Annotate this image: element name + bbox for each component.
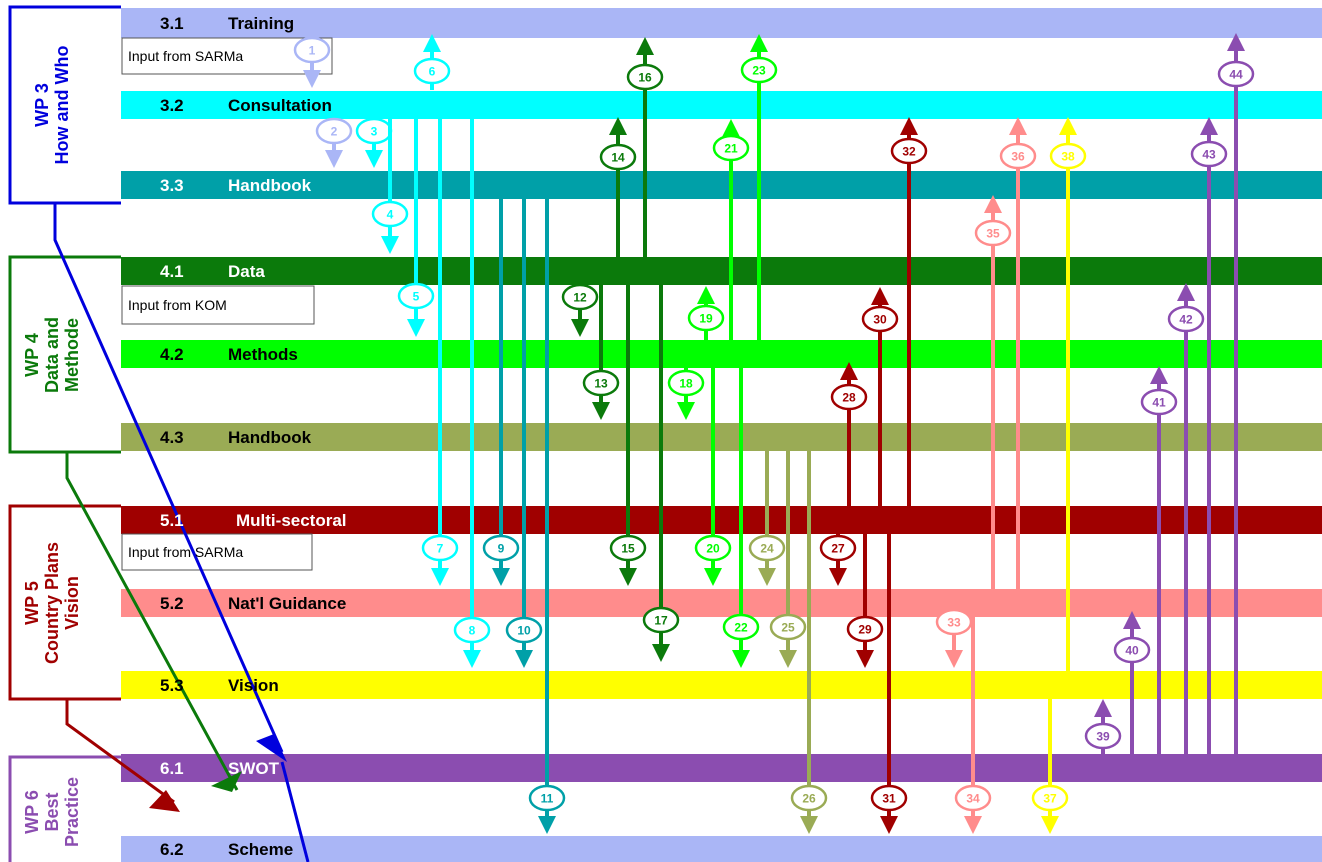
flow-arrow-head: [463, 650, 481, 668]
flow-arrow-number: 10: [517, 623, 531, 638]
task-number: 5.1: [160, 511, 184, 530]
flow-arrow-number: 23: [752, 63, 766, 78]
task-title: Vision: [228, 676, 279, 695]
flow-arrow-number: 24: [760, 541, 774, 556]
flow-arrow-number: 15: [621, 541, 635, 556]
workpackage-label-line: Practice: [62, 776, 82, 848]
task-bar-data: [121, 257, 1322, 285]
workpackage-label-line: WP 6: [22, 790, 42, 834]
flow-arrow-18: [669, 368, 703, 420]
flow-arrow-head: [1009, 117, 1027, 135]
flow-arrow-30: [863, 287, 897, 506]
flow-arrow-head: [619, 568, 637, 586]
workpackage-link-arrowhead: [149, 790, 180, 812]
flow-arrow-number: 8: [468, 623, 476, 638]
task-title: Nat'l Guidance: [228, 594, 347, 613]
flow-arrow-head: [1150, 366, 1168, 384]
flow-arrow-number: 30: [873, 312, 887, 327]
task-title: Handbook: [228, 176, 312, 195]
flow-arrow-number: 29: [858, 622, 872, 637]
flow-arrow-head: [652, 644, 670, 662]
task-number: 4.3: [160, 428, 184, 447]
flow-arrow-16: [628, 37, 662, 257]
flow-arrow-number: 34: [966, 791, 980, 806]
flow-arrow-number: 13: [594, 376, 608, 391]
task-title: Methods: [228, 345, 298, 364]
flow-arrow-number: 3: [370, 124, 378, 139]
flow-arrow-number: 14: [611, 150, 625, 165]
flow-arrow-number: 11: [540, 791, 554, 806]
flow-arrow-head: [732, 650, 750, 668]
flow-arrow-6: [415, 34, 449, 90]
flow-arrow-head: [325, 150, 343, 168]
flow-arrow-head: [704, 568, 722, 586]
flow-arrow-number: 35: [986, 226, 1000, 241]
flow-arrow-head: [1177, 283, 1195, 301]
flow-arrow-head: [856, 650, 874, 668]
flow-arrow-number: 12: [573, 290, 587, 305]
flow-arrow-head: [538, 816, 556, 834]
flow-arrow-head: [758, 568, 776, 586]
flow-arrow-number: 36: [1011, 149, 1025, 164]
flow-arrow-head: [636, 37, 654, 55]
flow-arrow-number: 20: [706, 541, 720, 556]
flow-arrow-number: 42: [1179, 312, 1193, 327]
workpackage-label-wp4: [22, 317, 82, 393]
workpackage-label-line: Best: [42, 792, 62, 832]
flow-arrow-head: [515, 650, 533, 668]
workpackage-link-line: [67, 699, 174, 802]
flow-arrow-head: [900, 117, 918, 135]
input-label: Input from KOM: [128, 297, 227, 313]
task-title: SWOT: [228, 759, 279, 778]
flow-arrow-number: 32: [902, 144, 916, 159]
flow-arrow-number: 1: [308, 43, 316, 58]
workpackage-label-line: WP 4: [22, 333, 42, 377]
flow-arrow-number: 19: [699, 311, 713, 326]
flow-arrow-head: [800, 816, 818, 834]
workpackage-link-line: [67, 452, 237, 790]
flow-arrow-number: 17: [654, 613, 668, 628]
flow-arrow-number: 25: [781, 620, 795, 635]
input-label: Input from SARMa: [128, 48, 244, 64]
task-number: 3.2: [160, 96, 184, 115]
flow-arrow-number: 2: [330, 124, 338, 139]
flow-arrow-number: 41: [1152, 395, 1166, 410]
flow-arrow-number: 37: [1043, 791, 1057, 806]
flow-arrow-number: 44: [1229, 67, 1243, 82]
flow-arrow-head: [381, 236, 399, 254]
task-bar-vision: [121, 671, 1322, 699]
flow-arrow-number: 33: [947, 615, 961, 630]
flow-arrow-number: 39: [1096, 729, 1110, 744]
flow-arrow-head: [1094, 699, 1112, 717]
flow-arrow-number: 43: [1202, 147, 1216, 162]
flow-arrow-number: 40: [1125, 643, 1139, 658]
flow-arrow-head: [1200, 117, 1218, 135]
flow-arrow-head: [609, 117, 627, 135]
task-number: 6.1: [160, 759, 184, 778]
flow-arrow-39: [1086, 699, 1120, 754]
workpackage-label-wp5: [22, 542, 82, 664]
task-bar-training: [121, 8, 1322, 38]
workpackage-link-line: [55, 203, 282, 752]
flow-arrow-number: 4: [386, 207, 394, 222]
flow-arrow-number: 26: [802, 791, 816, 806]
flow-arrow-head: [871, 287, 889, 305]
workpackage-label-line: WP 3: [32, 83, 52, 127]
flow-arrow-34: [956, 617, 990, 834]
flow-arrow-head: [492, 568, 510, 586]
flow-arrow-20: [696, 368, 730, 586]
flow-arrow-27: [821, 534, 855, 586]
flow-arrow-number: 22: [734, 620, 748, 635]
flow-arrow-number: 18: [679, 376, 693, 391]
flow-arrow-head: [880, 816, 898, 834]
flow-arrow-head: [945, 650, 963, 668]
flow-arrow-head: [592, 402, 610, 420]
workpackage-label-line: WP 5: [22, 581, 42, 625]
flow-arrow-12: [563, 285, 597, 337]
flow-arrow-head: [1059, 117, 1077, 135]
task-title: Data: [228, 262, 265, 281]
flow-arrow-head: [571, 319, 589, 337]
task-number: 6.2: [160, 840, 184, 859]
flow-arrow-2: [317, 119, 351, 168]
flow-arrow-21: [714, 119, 748, 340]
task-bar-methods: [121, 340, 1322, 368]
workpackage-label-wp6: [22, 777, 82, 847]
task-number: 4.1: [160, 262, 184, 281]
flow-arrow-head: [407, 319, 425, 337]
flow-arrow-head: [697, 286, 715, 304]
task-number: 5.2: [160, 594, 184, 613]
flow-arrow-head: [677, 402, 695, 420]
workpackage-label-line: Methode: [62, 318, 82, 392]
flow-arrow-number: 7: [436, 541, 444, 556]
task-number: 3.1: [160, 14, 184, 33]
flow-arrow-head: [1041, 816, 1059, 834]
flow-arrow-head: [365, 150, 383, 168]
flow-arrow-number: 5: [412, 289, 420, 304]
workpackage-label-line: How and Who: [52, 45, 72, 165]
flow-arrow-head: [722, 119, 740, 137]
workpackage-label-line: Data and: [42, 316, 62, 394]
task-title: Consultation: [228, 96, 332, 115]
flow-arrow-38: [1051, 117, 1085, 671]
flow-arrow-number: 27: [831, 541, 845, 556]
flow-arrow-44: [1219, 33, 1253, 754]
workpackage-label-wp3: [32, 46, 72, 165]
workpackage-label-line: Country Plans: [42, 541, 62, 665]
task-title: Training: [228, 14, 295, 33]
flow-arrow-head: [431, 568, 449, 586]
flow-arrow-head: [779, 650, 797, 668]
flow-arrow-number: 9: [497, 541, 505, 556]
task-number: 5.3: [160, 676, 184, 695]
task-number: 4.2: [160, 345, 184, 364]
flow-arrow-number: 6: [428, 64, 436, 79]
flow-arrow-head: [829, 568, 847, 586]
flow-arrow-number: 21: [724, 141, 738, 156]
task-title: Multi-sectoral: [236, 511, 347, 530]
flow-arrow-head: [964, 816, 982, 834]
flow-arrow-number: 38: [1061, 149, 1075, 164]
task-number: 3.3: [160, 176, 184, 195]
flow-arrow-number: 16: [638, 70, 652, 85]
flow-arrow-33: [937, 610, 971, 668]
flow-arrow-head: [303, 70, 321, 88]
task-title: Handbook: [228, 428, 312, 447]
input-label: Input from SARMa: [128, 544, 244, 560]
flow-arrow-number: 31: [882, 791, 896, 806]
task-bar-swot: [121, 754, 1322, 782]
flow-arrow-3: [357, 119, 391, 168]
flow-arrow-19: [689, 286, 723, 340]
flow-arrow-number: 28: [842, 390, 856, 405]
task-title: Scheme: [228, 840, 294, 859]
workpackage-label-line: Vision: [62, 576, 82, 630]
